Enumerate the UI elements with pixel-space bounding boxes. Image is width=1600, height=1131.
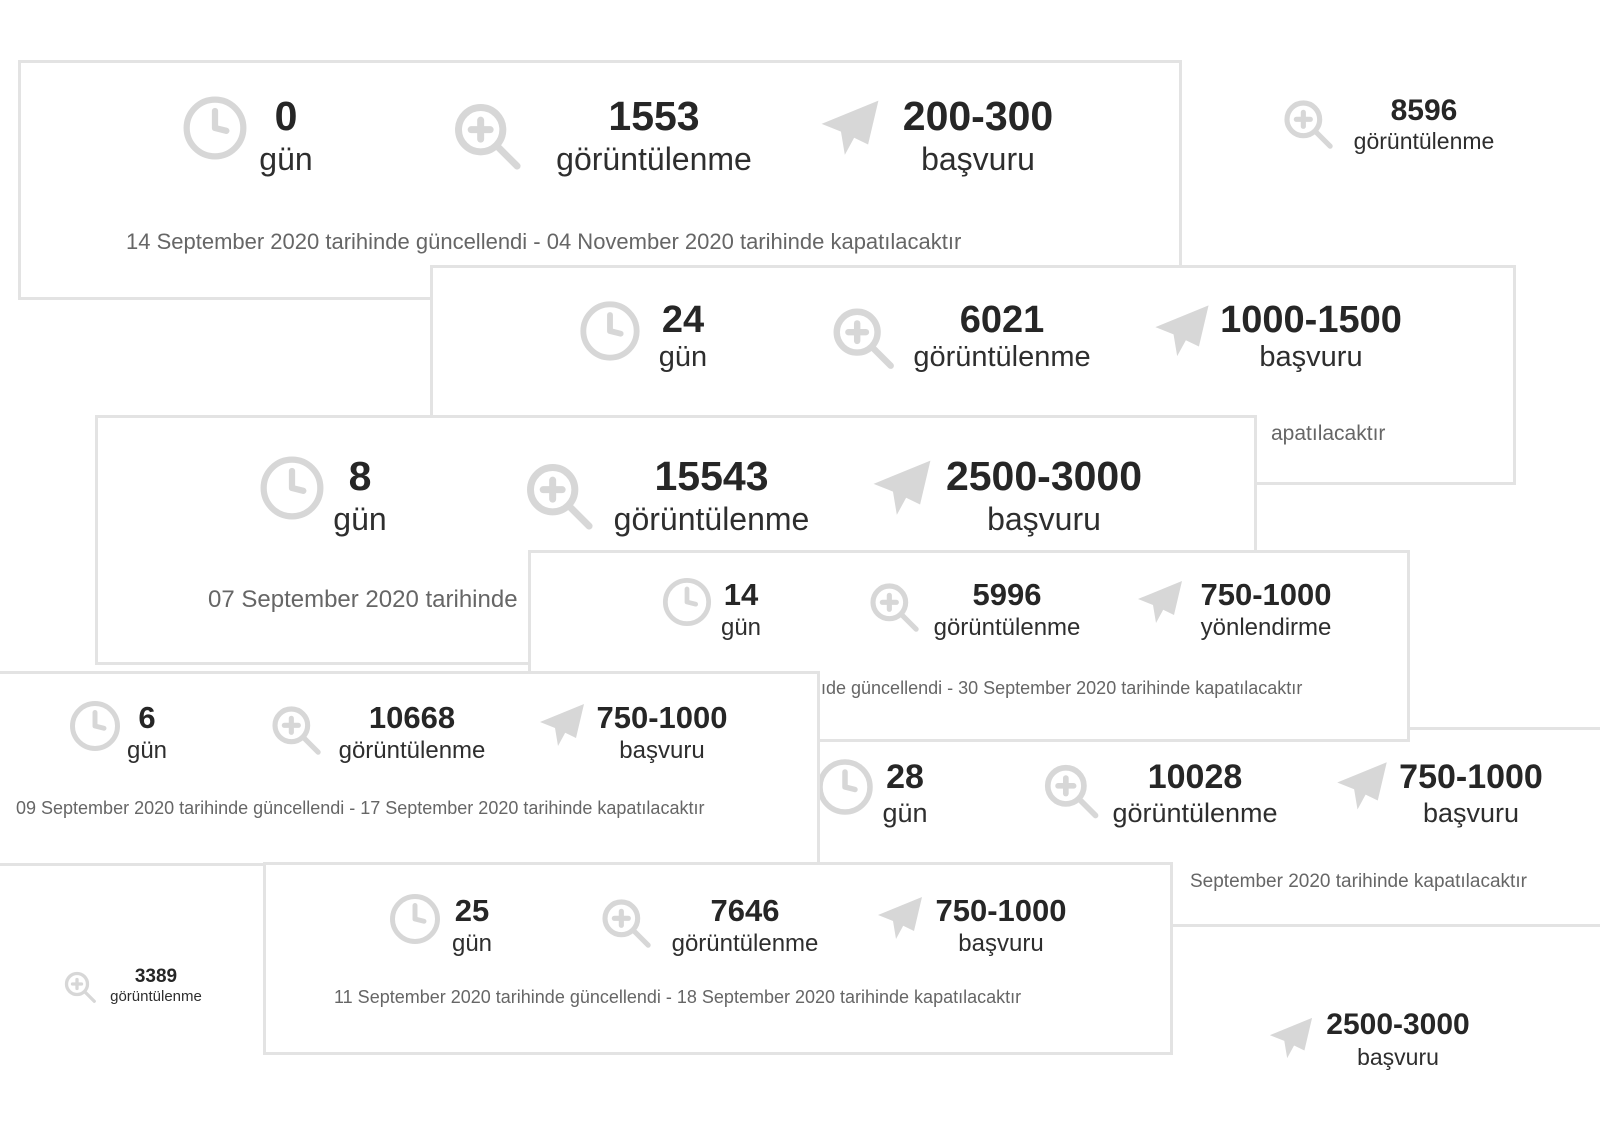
views-stat (828, 293, 1128, 373)
card-footer: 14 September 2020 tarihinde güncellendi - 04 November 2020 tarihinde kapatılacaktır (126, 229, 962, 254)
views-label: görüntülenme (613, 501, 810, 537)
days-label: gün (451, 930, 493, 957)
days-stat (181, 88, 351, 178)
applications-label: başvuru (921, 141, 1035, 177)
days-value: 25 (454, 893, 490, 928)
views-stat (866, 571, 1116, 641)
days-label: gün (658, 341, 708, 373)
views-value: 5996 (972, 577, 1042, 612)
clock-icon (578, 299, 642, 363)
zoom-in-icon (598, 895, 654, 951)
card-footer: 11 September 2020 tarihinde güncellendi - 18 September 2020 tarihinde kapatılacaktır (334, 987, 1022, 1007)
days-value: 8 (348, 453, 372, 499)
card-footer: ıde güncellendi - 30 September 2020 tarihinde kapatılacaktır (821, 678, 1303, 698)
days-stat (815, 752, 945, 832)
days-value: 14 (723, 577, 759, 612)
days-stat (68, 694, 188, 764)
zoom-in-icon (1280, 96, 1336, 152)
applications-value: 750-1000 (596, 700, 728, 735)
views-label: görüntülenme (933, 614, 1081, 641)
days-label: gün (720, 614, 762, 641)
zoom-in-icon (1040, 760, 1102, 822)
days-label: gün (126, 737, 168, 764)
views-label: görüntülenme (338, 737, 486, 764)
clock-icon (258, 454, 326, 522)
days-stat (661, 571, 781, 641)
applications-stat (538, 694, 758, 764)
zoom-in-icon (866, 579, 922, 635)
applications-label: yönlendirme (1200, 614, 1332, 641)
views-stat (268, 694, 508, 764)
applications-stat (1335, 752, 1585, 832)
applications-value: 750-1000 (1399, 758, 1543, 796)
stats-card (0, 671, 820, 866)
paper-plane-icon (819, 98, 881, 160)
applications-value: 1000-1500 (1220, 299, 1402, 341)
clock-icon (815, 757, 875, 817)
zoom-in-icon (521, 458, 597, 534)
applications-value: 2500-3000 (945, 453, 1143, 499)
views-value: 15543 (654, 453, 769, 499)
paper-plane-icon (1136, 579, 1184, 627)
applications-stat (876, 887, 1116, 957)
views-label: görüntülenme (556, 141, 752, 177)
views-label: görüntülenme (913, 341, 1091, 373)
zoom-in-icon (449, 98, 525, 174)
views-label: görüntülenme (1353, 128, 1495, 154)
stats-card (263, 862, 1173, 1055)
paper-plane-icon (876, 895, 924, 943)
views-value: 8596 (1390, 94, 1458, 127)
views-value: 10028 (1147, 758, 1243, 796)
zoom-in-icon (62, 969, 98, 1005)
views-label: görüntülenme (1112, 798, 1278, 828)
applications-label: başvuru (1357, 1044, 1439, 1070)
stats-card (18, 60, 1182, 300)
days-value: 0 (274, 93, 298, 139)
zoom-in-icon (828, 303, 898, 373)
applications-value: 2500-3000 (1326, 1008, 1470, 1041)
card-footer: apatılacaktır (1271, 422, 1386, 445)
days-label: gün (333, 501, 387, 537)
applications-label: başvuru (1422, 798, 1520, 828)
applications-label: başvuru (1259, 341, 1363, 373)
days-value: 24 (661, 299, 705, 341)
applications-stat (819, 88, 1079, 178)
zoom-in-icon (268, 702, 324, 758)
card-footer: September 2020 tarihinde kapatılacaktır (1190, 871, 1527, 892)
applications-value: 200-300 (902, 93, 1054, 139)
days-value: 28 (886, 758, 924, 796)
views-stat (1040, 752, 1320, 832)
loose-applications-stat (1268, 1010, 1488, 1080)
applications-stat (1153, 293, 1453, 373)
paper-plane-icon (1335, 760, 1389, 814)
views-value: 10668 (368, 700, 456, 735)
paper-plane-icon (1153, 303, 1211, 361)
clock-icon (661, 576, 713, 628)
views-label: görüntülenme (110, 988, 202, 1005)
views-value: 3389 (134, 966, 178, 987)
applications-label: başvuru (987, 501, 1101, 537)
views-stat (521, 448, 826, 538)
applications-label: başvuru (958, 930, 1044, 957)
applications-value: 750-1000 (1200, 577, 1332, 612)
views-value: 1553 (608, 93, 700, 139)
days-label: gün (882, 798, 928, 828)
days-stat (388, 887, 518, 957)
views-value: 6021 (959, 299, 1045, 341)
loose-views-stat (1280, 90, 1540, 170)
days-stat (578, 293, 728, 373)
applications-stat (871, 448, 1161, 538)
applications-stat (1136, 571, 1376, 641)
clock-icon (388, 892, 442, 946)
paper-plane-icon (538, 702, 586, 750)
loose-views-stat (62, 965, 222, 1015)
views-label: görüntülenme (671, 930, 819, 957)
paper-plane-icon (871, 458, 933, 520)
views-stat (449, 88, 779, 178)
paper-plane-icon (1268, 1016, 1314, 1062)
views-value: 7646 (710, 893, 780, 928)
card-footer: 09 September 2020 tarihinde güncellendi - 17 September 2020 tarihinde kapatılacaktır (16, 798, 705, 818)
views-stat (598, 887, 838, 957)
days-stat (258, 448, 408, 538)
applications-label: başvuru (619, 737, 705, 764)
days-value: 6 (138, 700, 156, 735)
clock-icon (68, 699, 122, 753)
applications-value: 750-1000 (935, 893, 1067, 928)
clock-icon (181, 94, 249, 162)
days-label: gün (259, 141, 313, 177)
card-footer: 07 September 2020 tarihinde (208, 586, 518, 613)
